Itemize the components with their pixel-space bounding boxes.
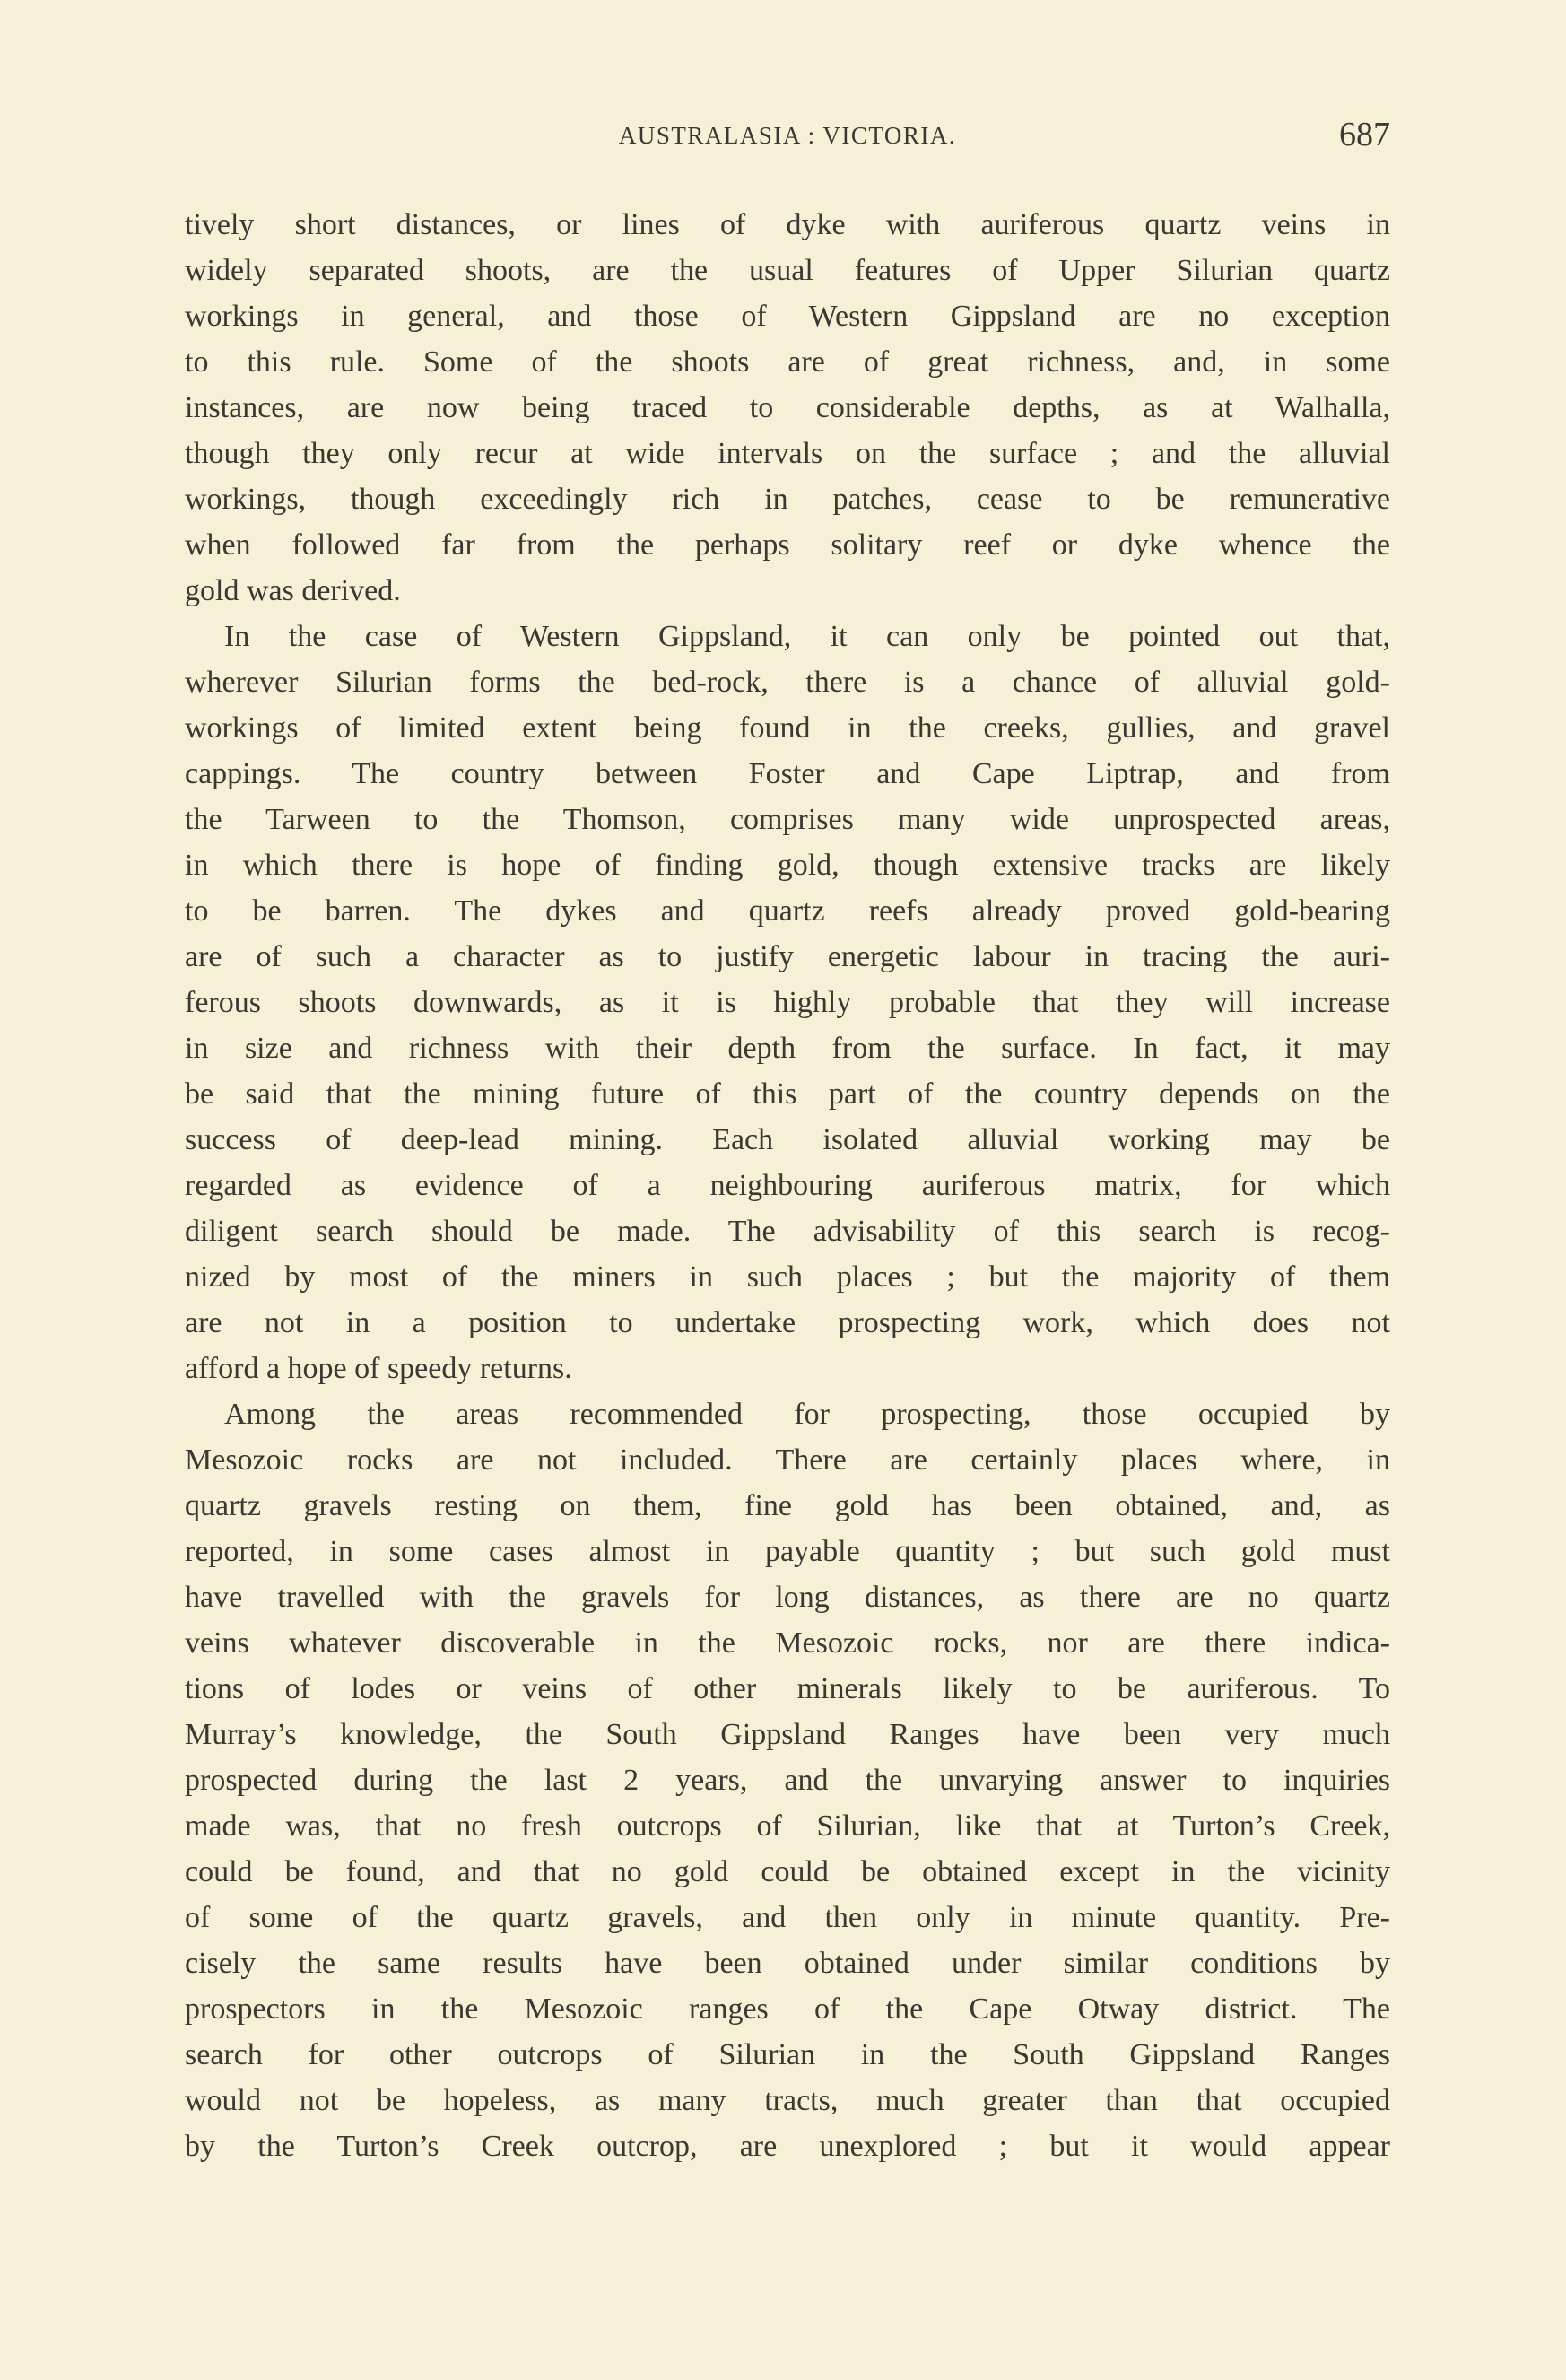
text-line: made was, that no fresh outcrops of Silurian, like that at Turton’s Creek, [185, 1809, 1390, 1843]
text-line: afford a hope of speedy returns. [185, 1352, 572, 1385]
text-line: in which there is hope of finding gold, though extensive tracks are likely [185, 849, 1390, 882]
text-line: tively short distances, or lines of dyke with auriferous quartz veins in [185, 208, 1390, 241]
text-line: prospectors in the Mesozoic ranges of the Cape Otway district. The [185, 1992, 1390, 2026]
text-line: ferous shoots downwards, as it is highly probable that they will increase [185, 986, 1390, 1019]
text-line: be said that the mining future of this part of the country depends on the [185, 1077, 1390, 1111]
text-line: In the case of Western Gippsland, it can only be pointed out that, [224, 620, 1390, 653]
text-line: Among the areas recommended for prospecting, those occupied by [224, 1398, 1390, 1431]
text-line: in size and richness with their depth from the surface. In fact, it may [185, 1032, 1390, 1065]
text-line: success of deep-lead mining. Each isolated alluvial working may be [185, 1123, 1390, 1156]
page-header [185, 115, 1390, 160]
text-line: prospected during the last 2 years, and the unvarying answer to inquiries [185, 1764, 1390, 1797]
text-line: instances, are now being traced to considerable depths, as at Walhalla, [185, 391, 1390, 424]
text-line: to this rule. Some of the shoots are of great richness, and, in some [185, 345, 1390, 379]
text-line: of some of the quartz gravels, and then only in minute quantity. Pre- [185, 1901, 1390, 1934]
text-line: workings, though exceedingly rich in patches, cease to be remunerative [185, 483, 1390, 516]
text-line: tions of lodes or veins of other minerals likely to be auriferous. To [185, 1672, 1390, 1705]
text-line: workings of limited extent being found in the creeks, gullies, and gravel [185, 711, 1390, 745]
text-line: nized by most of the miners in such places ; but the majority of them [185, 1260, 1390, 1294]
running-head: AUSTRALASIA : VICTORIA. [618, 122, 957, 149]
text-line: to be barren. The dykes and quartz reefs already proved gold-bearing [185, 894, 1390, 928]
text-line: search for other outcrops of Silurian in the South Gippsland Ranges [185, 2038, 1390, 2071]
text-line: cappings. The country between Foster and Cape Liptrap, and from [185, 757, 1390, 790]
text-line: cisely the same results have been obtained under similar conditions by [185, 1947, 1390, 1980]
text-line: though they only recur at wide intervals on the surface ; and the alluvial [185, 437, 1390, 470]
text-line: would not be hopeless, as many tracts, much greater than that occupied [185, 2084, 1390, 2117]
text-line: could be found, and that no gold could be obtained except in the vicinity [185, 1855, 1390, 1888]
paragraph [185, 202, 1390, 614]
page-number: 687 [1339, 116, 1390, 153]
text-line: Murray’s knowledge, the South Gippsland Ranges have been very much [185, 1718, 1390, 1751]
text-line: widely separated shoots, are the usual features of Upper Silurian quartz [185, 254, 1390, 287]
text-line: are not in a position to undertake prospecting work, which does not [185, 1306, 1390, 1339]
text-line: reported, in some cases almost in payable quantity ; but such gold must [185, 1535, 1390, 1568]
text-line: by the Turton’s Creek outcrop, are unexplored ; but it would appear [185, 2130, 1390, 2163]
text-line: Mesozoic rocks are not included. There are certainly places where, in [185, 1443, 1390, 1477]
text-line: diligent search should be made. The advisability of this search is recog- [185, 1215, 1390, 1248]
paragraph [185, 1391, 1390, 2169]
body-text [185, 202, 1390, 2169]
text-line: the Tarween to the Thomson, comprises many wide unprospected areas, [185, 803, 1390, 836]
text-line: when followed far from the perhaps solitary reef or dyke whence the [185, 528, 1390, 562]
text-line: wherever Silurian forms the bed-rock, there is a chance of alluvial gold- [185, 666, 1390, 699]
text-line: regarded as evidence of a neighbouring auriferous matrix, for which [185, 1169, 1390, 1202]
text-line: have travelled with the gravels for long distances, as there are no quartz [185, 1581, 1390, 1614]
text-line: quartz gravels resting on them, fine gold has been obtained, and, as [185, 1489, 1390, 1522]
paragraph [185, 614, 1390, 1391]
text-line: are of such a character as to justify energetic labour in tracing the auri- [185, 940, 1390, 973]
text-line: veins whatever discoverable in the Mesozoic rocks, nor are there indica- [185, 1626, 1390, 1660]
text-line: gold was derived. [185, 574, 401, 607]
text-line: workings in general, and those of Western Gippsland are no exception [185, 300, 1390, 333]
